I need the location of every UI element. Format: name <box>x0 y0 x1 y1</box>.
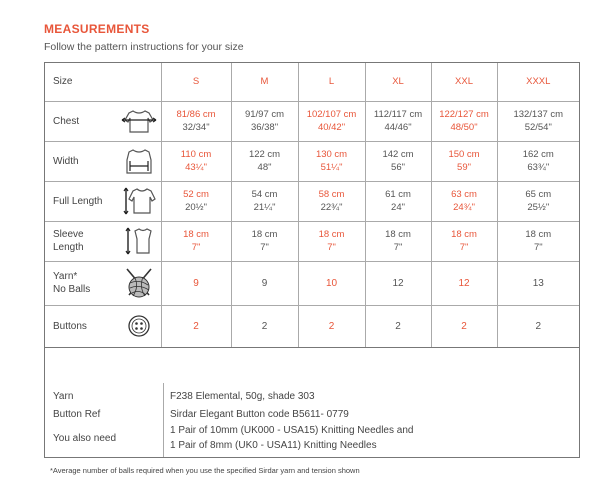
full-length-xxl: 63 cm 24¾" <box>431 181 497 221</box>
yarn-s: 9 <box>161 261 231 305</box>
row-label: Width <box>45 141 117 181</box>
sweater-length-icon <box>117 181 161 221</box>
sleeve-s: 18 cm 7" <box>161 221 231 261</box>
sleeve-xxxl: 18 cm 7" <box>497 221 579 261</box>
size-header-label: Size <box>45 63 161 101</box>
sleeve-xxl: 18 cm 7" <box>431 221 497 261</box>
full-length-xxxl: 65 cm 25½" <box>497 181 579 221</box>
yarn-l: 10 <box>298 261 365 305</box>
buttons-s: 2 <box>161 305 231 347</box>
sweater-chest-icon <box>117 101 161 141</box>
size-header-xxl: XXL <box>431 63 497 101</box>
width-xl: 142 cm 56" <box>365 141 431 181</box>
buttons-l: 2 <box>298 305 365 347</box>
full-length-s: 52 cm 20½" <box>161 181 231 221</box>
yarn-ball-icon <box>117 261 161 305</box>
row-label: Full Length <box>45 181 117 221</box>
full-length-m: 54 cm 21¼" <box>231 181 298 221</box>
row-label: Chest <box>45 101 117 141</box>
sleeve-length-row <box>45 221 579 261</box>
chest-xxl: 122/127 cm 48/50" <box>431 101 497 141</box>
chest-l: 102/107 cm 40/42" <box>298 101 365 141</box>
width-xxxl: 162 cm 63¾" <box>497 141 579 181</box>
full-length-xl: 61 cm 24" <box>365 181 431 221</box>
also-need-label: You also need <box>53 433 117 444</box>
buttons-xxl: 2 <box>431 305 497 347</box>
page-title: MEASUREMENTS <box>44 22 150 36</box>
also-need-line2: 1 Pair of 8mm (UK0 - USA11) Knitting Needles <box>170 440 377 451</box>
buttons-row <box>45 305 579 347</box>
row-label: Buttons <box>45 305 117 347</box>
chest-xl: 112/117 cm 44/46" <box>365 101 431 141</box>
size-header-xxxl: XXXL <box>497 63 579 101</box>
size-header-l: L <box>298 63 365 101</box>
chest-row <box>45 101 579 141</box>
width-s: 110 cm 43¼" <box>161 141 231 181</box>
yarn-xl: 12 <box>365 261 431 305</box>
button-ref-label: Button Ref <box>53 409 101 420</box>
footnote: *Average number of balls required when you use the specified Sirdar yarn and tension shown <box>50 466 360 475</box>
width-xxl: 150 cm 59" <box>431 141 497 181</box>
buttons-m: 2 <box>231 305 298 347</box>
sleeve-length-icon <box>117 221 161 261</box>
yarn-value: F238 Elemental, 50g, shade 303 <box>170 391 315 402</box>
width-row <box>45 141 579 181</box>
buttons-xl: 2 <box>365 305 431 347</box>
materials-divider <box>163 383 164 457</box>
row-label: Sleeve Length <box>45 221 117 261</box>
sweater-width-icon <box>117 141 161 181</box>
page-subtitle: Follow the pattern instructions for your size <box>44 41 244 53</box>
chest-s: 81/86 cm 32/34" <box>161 101 231 141</box>
yarn-m: 9 <box>231 261 298 305</box>
size-header-s: S <box>161 63 231 101</box>
sleeve-m: 18 cm 7" <box>231 221 298 261</box>
materials-section <box>45 383 579 457</box>
buttons-xxxl: 2 <box>497 305 579 347</box>
row-label: Yarn* No Balls <box>45 261 117 305</box>
yarn-xxxl: 13 <box>497 261 579 305</box>
full-length-l: 58 cm 22¾" <box>298 181 365 221</box>
sleeve-l: 18 cm 7" <box>298 221 365 261</box>
chest-m: 91/97 cm 36/38" <box>231 101 298 141</box>
yarn-xxl: 12 <box>431 261 497 305</box>
size-header-m: M <box>231 63 298 101</box>
also-need-line1: 1 Pair of 10mm (UK000 - USA15) Knitting Needles and <box>170 425 414 436</box>
measurements-panel <box>44 62 580 458</box>
chest-xxxl: 132/137 cm 52/54" <box>497 101 579 141</box>
yarn-row <box>45 261 579 305</box>
button-ref-value: Sirdar Elegant Button code B5611- 0779 <box>170 409 349 420</box>
width-m: 122 cm 48" <box>231 141 298 181</box>
sleeve-xl: 18 cm 7" <box>365 221 431 261</box>
size-header-row <box>45 63 579 101</box>
size-table <box>45 63 579 348</box>
full-length-row <box>45 181 579 221</box>
size-header-xl: XL <box>365 63 431 101</box>
width-l: 130 cm 51¼" <box>298 141 365 181</box>
yarn-label: Yarn <box>53 391 74 402</box>
button-icon <box>117 305 161 347</box>
